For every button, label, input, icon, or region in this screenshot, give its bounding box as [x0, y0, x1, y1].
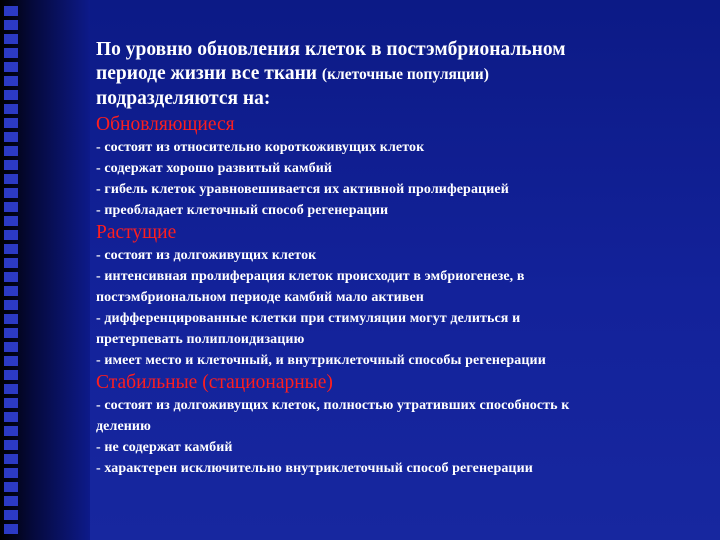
list-item: - гибель клеток уравновешивается их активной пролиферацией — [96, 182, 509, 197]
list-item: - преобладает клеточный способ регенерации — [96, 203, 389, 218]
title-line-3: подразделяются на: — [96, 88, 271, 109]
list-item: - не содержат камбий — [96, 440, 233, 455]
slide-title — [96, 38, 708, 111]
title-line-2-note: (клеточные популяции) — [321, 66, 489, 83]
list-item: постэмбриональном периоде камбий мало активен — [96, 290, 424, 305]
section-list-stable — [96, 395, 708, 479]
list-item: - имеет место и клеточный, и внутриклеточный способы регенерации — [96, 353, 546, 368]
square-bullet-column — [4, 6, 18, 534]
list-item: претерпевать полиплоидизацию — [96, 332, 305, 347]
title-line-1: По уровню обновления клеток в постэмбриональном — [96, 39, 566, 60]
list-item: - характерен исключительно внутриклеточный способ регенерации — [96, 461, 533, 476]
list-item: - состоят из долгоживущих клеток — [96, 248, 317, 263]
section-heading-stable: Стабильные (стационарные) — [96, 372, 333, 393]
title-line-2: периоде жизни все ткани — [96, 63, 322, 84]
section-heading-renewing: Обновляющиеся — [96, 114, 235, 135]
section-list-growing — [96, 245, 708, 371]
list-item: - содержат хорошо развитый камбий — [96, 161, 333, 176]
slide-content — [96, 38, 708, 479]
section-heading-growing: Растущие — [96, 222, 177, 243]
list-item: - состоят из долгоживущих клеток, полностью утративших способность к — [96, 398, 570, 413]
list-item: - интенсивная пролиферация клеток происходит в эмбриогенезе, в — [96, 269, 525, 284]
list-item: - состоят из относительно короткоживущих клеток — [96, 140, 425, 155]
section-list-renewing — [96, 137, 708, 221]
list-item: - дифференцированные клетки при стимуляции могут делиться и — [96, 311, 521, 326]
list-item: делению — [96, 419, 151, 434]
left-decorative-band — [0, 0, 90, 540]
